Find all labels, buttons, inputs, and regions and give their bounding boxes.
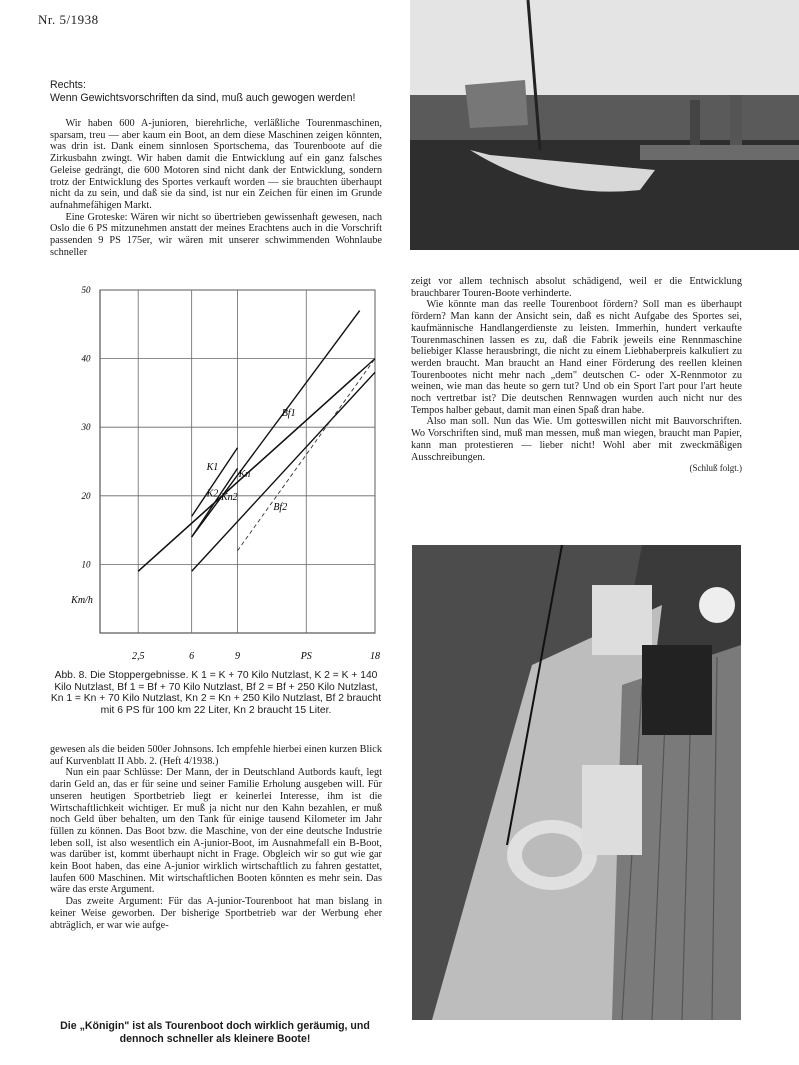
photo-boat-harbor-icon bbox=[410, 0, 799, 250]
top-caption-line1: Rechts: bbox=[50, 79, 86, 91]
y-tick-label: 50 bbox=[81, 285, 91, 295]
bottom-caption-line1: Die „Königin" ist als Tourenboot doch wirklich geräumig, und bbox=[60, 1020, 370, 1032]
y-tick-label: 40 bbox=[81, 353, 91, 364]
series-label-bf2: Bf2 bbox=[273, 501, 288, 513]
series-label-kn2: Kn2 bbox=[220, 491, 238, 503]
paragraph: Also man soll. Nun das Wie. Um gotteswillen nicht mit Bauvorschriften. Wo Vorschriften sind, muß man messen, muß man wiegen, braucht man Papier, kann man protestieren — lieber nicht! Wohl aber mit zweckmäßigen Ausschreibungen. bbox=[411, 416, 742, 463]
photo-boat-weighing-icon bbox=[412, 545, 741, 1020]
paragraph: Eine Groteske: Wären wir nicht so übertrieben gewissenhaft gewesen, nach Oslo die 6 PS mitzunehmen anstatt der meines Erachtens auch in die Vorschrift passenden 9 PS 175er, wir wären mit unserer schwimmenden Wohnlaube schneller bbox=[50, 211, 382, 258]
series-line-kn2 bbox=[138, 372, 360, 571]
y-tick-label: 10 bbox=[81, 559, 91, 570]
chart-caption: Abb. 8. Die Stoppergebnisse. K 1 = K + 70 Kilo Nutzlast, K 2 = K + 140 Kilo Nutzlast, Bf 1 = Bf + 70 Kilo Nutzlast, Bf 2 = Bf + 250 Kilo Nutzlast, Kn 1 = Kn + 70 Kilo Nutzlast, Kn 2 = Kn + 250 Kilo Nutzlast, Bf 2 braucht mit 6 PS für 100 km 22 Liter, Kn 2 braucht 15 Liter. bbox=[50, 670, 382, 716]
series-label-k2: K2 bbox=[206, 488, 219, 500]
series-line-bf2 bbox=[192, 372, 375, 571]
paragraph: Das zweite Argument: Für das A-junior-Tourenboot hat man bislang in keiner Weise geworben. Der bisherige Sportbetrieb war der Werbung eher abträglich, er war wie aufge- bbox=[50, 896, 382, 931]
series-label-bf1: Bf1 bbox=[281, 407, 296, 419]
left-column-top bbox=[50, 118, 382, 258]
photo-bottom bbox=[412, 545, 741, 1020]
x-tick-label: 18 bbox=[370, 651, 380, 662]
speed-chart bbox=[50, 278, 395, 668]
paragraph: Wir haben 600 A-junioren, bierehrliche, verläßliche Tourenmaschinen, sparsam, treu — aber kaum ein Boot, an dem diese Maschinen zeigen könnten, was drin ist. Dank einem sinnlosen Sportschema, das Tourenboote auf die Zirkusbahn zwingt. Wir haben damit die Entwicklung auf ein ganz falsches Geleise gedrängt, die 600 Motoren sind nicht dank der Entwicklung, sondern trotz der Entwicklung des Sportes verkauft worden — sie brauchten überhaupt nicht da zu sein, und daß sie da sind, ist nur ein Zeichen für einen im Grunde aufnahmefähigen Markt. bbox=[50, 118, 382, 211]
paragraph: zeigt vor allem technisch absolut schädigend, weil er die Entwicklung brauchbarer Touren-Boote verhinderte. bbox=[411, 276, 742, 299]
bottom-caption bbox=[45, 1020, 385, 1045]
paragraph: Wie könnte man das reelle Tourenboot fördern? Soll man es überhaupt fördern? Man kann der Ansicht sein, daß es nicht Aufgabe des Sportes sei, kaufmännische Handlangerdienste zu leisten. Immerhin, hundert verkaufte Tourenmaschinen lassen es zu, daß die Fabrik jeweils eine Rennmaschine beliebiger Klasse herausbringt, die nicht zu einem Liebhaberpreis kalkuliert zu werden braucht. Man braucht an Hand einer Förderung des reellen kleinen Tourenbootes nicht mehr nach „dem" deutschen C- oder X-Rennmotor zu weinen, wie man das heute so gern tut? Und ob ein Sport l'art pour l'art heute noch vertretbar ist? Die deutschen Rennwagen wurden auch nicht nur des Tempos halber gebaut, damit man einen Spaß dran habe. bbox=[411, 299, 742, 416]
y-axis-label: Km/h bbox=[71, 595, 93, 606]
right-column bbox=[411, 276, 742, 475]
paragraph: Nun ein paar Schlüsse: Der Mann, der in Deutschland Autbords kauft, legt darin Geld an, das er für seine und seiner Familie Erholung ausgeben will. Für unseren heutigen Sportbetrieb liegt er keinerlei Interesse, ihm ist die Wirtschaftlichkeit wichtiger. Er muß ja nicht nur den Kahn bezahlen, er muß noch Geld über behalten, um den Tank für einige tausend Kilometer im Jahr füllen zu können. Das Boot bzw. die Maschine, von der eine deutsche Industrie leben soll, ist also wesentlich ein A-junior-Boot, im Ausnahmefall ein B-Boot, was darüber ist, kommt überhaupt nicht in Frage. Obgleich wir so gut wie gar kein Boot haben, das eine A-junior wirklich wirtschaftlich zu fahren gestattet, laufen 600 Maschinen. Mit wirtschaftlichen Booten könnten es mehr sein. Das wäre das erste Argument. bbox=[50, 767, 382, 896]
y-tick-label: 30 bbox=[81, 422, 91, 433]
paragraph: gewesen als die beiden 500er Johnsons. Ich empfehle hierbei einen kurzen Blick auf Kurvenblatt II Abb. 2. (Heft 4/1938.) bbox=[50, 744, 382, 767]
issue-number: Nr. 5/1938 bbox=[38, 12, 99, 27]
left-column-bottom bbox=[50, 744, 382, 931]
top-caption-line2: Wenn Gewichtsvorschriften da sind, muß auch gewogen werden! bbox=[50, 91, 356, 104]
photo-top bbox=[410, 0, 799, 250]
x-tick-label: 6 bbox=[189, 651, 195, 662]
x-tick-label: PS bbox=[300, 651, 312, 662]
top-caption bbox=[50, 79, 382, 104]
series-label-kn: Kn bbox=[238, 468, 251, 480]
x-tick-label: 2,5 bbox=[131, 651, 145, 662]
x-tick-label: 9 bbox=[235, 651, 240, 662]
signature: (Schluß folgt.) bbox=[689, 463, 742, 474]
y-tick-label: 20 bbox=[81, 490, 91, 501]
series-label-k1: K1 bbox=[206, 462, 219, 474]
bottom-caption-line2: dennoch schneller als kleinere Boote! bbox=[119, 1032, 311, 1045]
